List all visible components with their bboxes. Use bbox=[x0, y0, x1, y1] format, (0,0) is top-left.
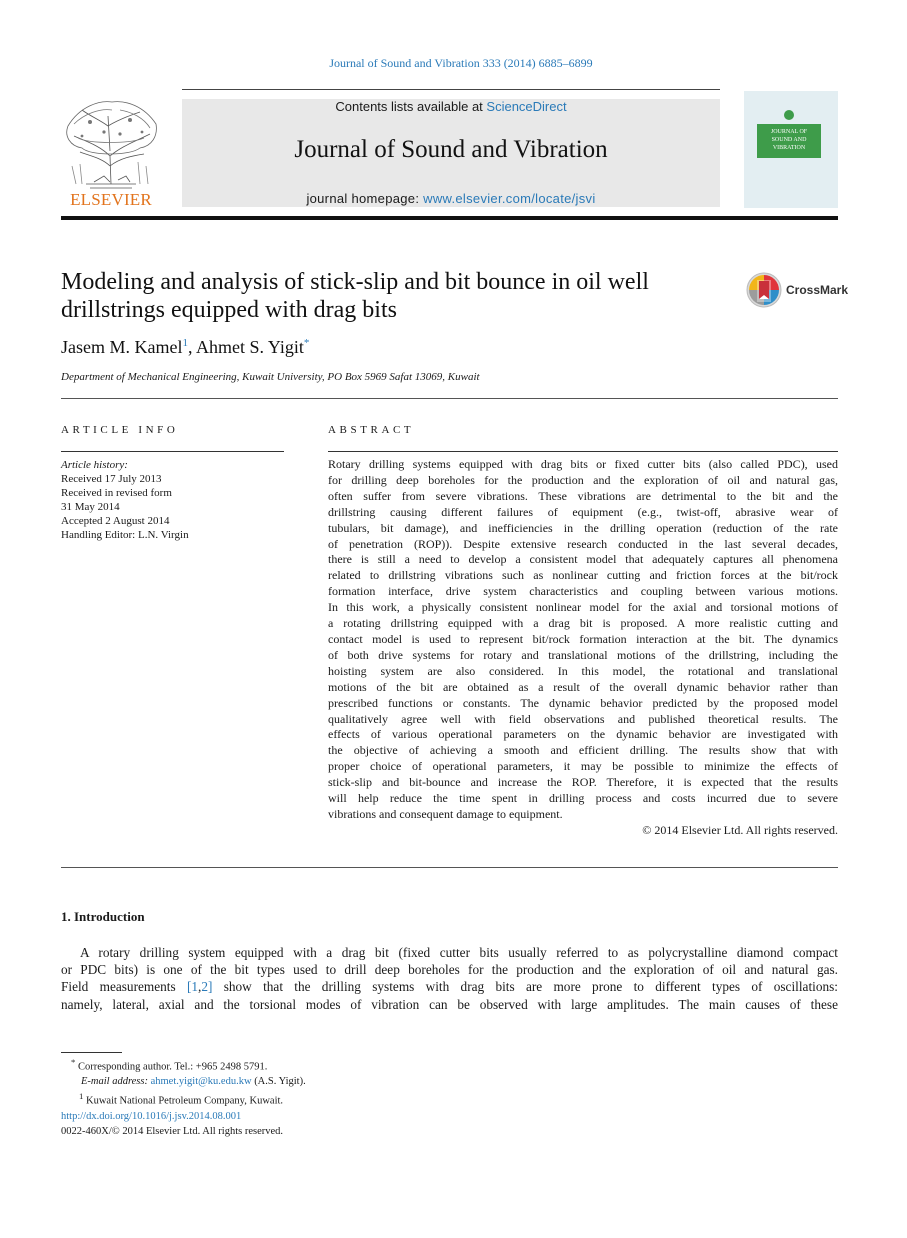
abstract-line: effects of various operational parameters on the dynamic behavior are investigated with bbox=[328, 727, 838, 742]
abstract-body bbox=[328, 457, 838, 823]
reference-link[interactable]: [1 bbox=[186, 979, 199, 995]
history-label: Article history: bbox=[61, 459, 128, 471]
article-info-rule bbox=[61, 451, 284, 452]
footnotes bbox=[61, 1055, 561, 1108]
contents-line bbox=[182, 99, 720, 114]
abstract-line: vibrations and consequent damage to equipment. bbox=[328, 806, 563, 821]
section-divider bbox=[61, 398, 838, 399]
intro-line: or PDC bits) is one of the bit types used to drill deep boreholes for the production and the exploration of oil and natural gas. bbox=[61, 962, 838, 978]
affiliation: Department of Mechanical Engineering, Kuwait University, PO Box 5969 Safat 13069, Kuwait bbox=[61, 371, 480, 383]
journal-citation[interactable]: Journal of Sound and Vibration 333 (2014) 6885–6899 bbox=[329, 56, 593, 70]
article-info-heading: ARTICLE INFO bbox=[61, 424, 179, 436]
doi-link[interactable]: http://dx.doi.org/10.1016/j.jsv.2014.08.001 bbox=[61, 1111, 242, 1122]
email-label: E-mail address: bbox=[81, 1075, 151, 1087]
history-line: Received 17 July 2013 bbox=[61, 473, 162, 485]
footnote-mark: 1 bbox=[79, 1090, 84, 1101]
introduction-body bbox=[61, 944, 838, 1013]
abstract-line: tubulars, bit damage), and inefficiencies in the drilling operation (reduction of the rate bbox=[328, 520, 838, 535]
abstract-line: often suffer from severe vibrations. These vibrations are detrimental to the bit and the bbox=[328, 488, 838, 503]
intro-line: A rotary drilling system equipped with a drag bit (fixed cutter bits usually referred to as polycrystalline diamond compact bbox=[80, 945, 838, 960]
cover-title-line: VIBRATION bbox=[772, 145, 806, 151]
intro-line bbox=[61, 978, 838, 995]
footnote-text: Kuwait National Petroleum Company, Kuwait. bbox=[83, 1095, 284, 1106]
issn-line: 0022-460X/© 2014 Elsevier Ltd. All rights reserved. bbox=[61, 1126, 284, 1137]
email-footnote bbox=[61, 1075, 561, 1089]
history-line: 31 May 2014 bbox=[61, 501, 120, 513]
reference-link[interactable]: 2] bbox=[201, 979, 213, 995]
intro-line: namely, lateral, axial and the torsional modes of vibration can be observed with large amplitudes. The main causes of these bbox=[61, 996, 838, 1012]
history-line: Handling Editor: L.N. Virgin bbox=[61, 529, 189, 541]
abstract-line: hoisting system are also considered. In this model, the rotational and translational bbox=[328, 663, 838, 678]
homepage-line bbox=[182, 191, 720, 206]
abstract-line: drillstring causing different failures of equipment (e.g., twist-off, abrasive wear of bbox=[328, 504, 838, 519]
footnote-text: (A.S. Yigit). bbox=[251, 1075, 306, 1087]
cover-emblem bbox=[784, 110, 794, 120]
cover-title-line: JOURNAL OF bbox=[770, 129, 808, 135]
abstract-line: of both drive systems for rotary and translational motions of the drillstring, including the bbox=[328, 647, 838, 662]
abstract-line: a rotating drillstring equipped with a drag bit is proposed. A more realistic cutting and bbox=[328, 616, 838, 631]
cover-title-line: SOUND AND bbox=[771, 137, 807, 143]
journal-name: Journal of Sound and Vibration bbox=[294, 136, 608, 163]
abstract-line: will help reduce the time spent in drilling process and costs incurred due to severe bbox=[328, 791, 838, 806]
footnote-mark: * bbox=[71, 1057, 76, 1067]
masthead-thick-rule bbox=[61, 216, 838, 220]
abstract-line: there is still a need to develop a consistent model that adequately captures all phenomena bbox=[328, 552, 838, 567]
intro-text: , bbox=[198, 979, 202, 995]
author-footnote-mark[interactable]: 1 bbox=[182, 337, 188, 349]
abstract-line: the objective of achieving a smooth and efficient drilling. The results show that with bbox=[328, 743, 838, 758]
cover-title bbox=[757, 128, 821, 152]
article-title: Modeling and analysis of stick-slip and bit bounce in oil well drillstrings equipped with drag bits bbox=[61, 269, 649, 323]
author-separator: , bbox=[187, 337, 196, 357]
email-link[interactable]: ahmet.yigit@ku.edu.kw bbox=[150, 1075, 252, 1087]
history-line: Accepted 2 August 2014 bbox=[61, 515, 170, 527]
article-history bbox=[61, 458, 286, 542]
header-rule bbox=[182, 89, 720, 90]
author-list bbox=[61, 337, 309, 358]
author-name[interactable]: Jasem M. Kamel bbox=[61, 337, 183, 357]
abstract-line: Rotary drilling systems equipped with drag bits or fixed cutter bits (also called PDC), used bbox=[328, 457, 838, 471]
history-line: Received in revised form bbox=[61, 487, 172, 499]
homepage-prefix: journal homepage: bbox=[306, 191, 424, 206]
intro-text: Field measurements bbox=[61, 979, 187, 995]
footnote-rule bbox=[61, 1052, 122, 1053]
intro-text: show that the drilling systems with drag bits are more prone to different types of oscillations: bbox=[212, 979, 838, 995]
abstract-copyright: © 2014 Elsevier Ltd. All rights reserved. bbox=[642, 823, 838, 837]
crossmark-label[interactable]: CrossMark bbox=[786, 283, 849, 297]
abstract-line: qualitatively agree well with field observations and published theoretical results. The bbox=[328, 711, 838, 726]
abstract-line: In this work, a physically consistent nonlinear model for the axial and torsional motions of bbox=[328, 600, 838, 615]
abstract-line: proper choice of operational parameters, it may be possible to minimize the effects of bbox=[328, 759, 838, 774]
sciencedirect-link[interactable]: ScienceDirect bbox=[486, 99, 567, 114]
introduction-heading: 1. Introduction bbox=[61, 909, 145, 924]
section-divider bbox=[61, 867, 838, 868]
journal-homepage-link[interactable]: www.elsevier.com/locate/jsvi bbox=[423, 191, 596, 206]
author-name[interactable]: Ahmet S. Yigit bbox=[196, 337, 304, 357]
corresponding-author-mark[interactable]: * bbox=[303, 337, 310, 349]
corresponding-footnote bbox=[61, 1055, 561, 1075]
abstract-line: of penetration (ROP)). Despite extensive research conducted in the last several decades, bbox=[328, 536, 838, 551]
abstract-heading: ABSTRACT bbox=[328, 424, 415, 436]
abstract-line: contact model is used to represent bit/rock formation interaction at the bit. The dynamics bbox=[328, 631, 838, 646]
publisher-logo-text: ELSEVIER bbox=[70, 190, 152, 209]
abstract-line: for drilling deep boreholes for the production and the exploration of oil and natural gas, bbox=[328, 472, 838, 487]
abstract-line: motions of the bit are obtained as a result of the overall dynamic behavior rather than bbox=[328, 679, 838, 694]
contents-prefix: Contents lists available at bbox=[335, 99, 487, 114]
affiliation-footnote bbox=[61, 1089, 561, 1109]
abstract-rule bbox=[328, 451, 838, 452]
abstract-line: related to drillstring vibrations such as nonlinear cutting and friction forces at the bit/rock bbox=[328, 568, 838, 583]
abstract-line: formation interface, drive system characteristics and coupling between various motions. bbox=[328, 584, 838, 599]
abstract-line: stick-slip and bit-bounce and increase the ROP. Therefore, it is expected that the results bbox=[328, 775, 838, 790]
footnote-text: Corresponding author. Tel.: +965 2498 5791. bbox=[75, 1061, 268, 1073]
journal-cover[interactable] bbox=[744, 91, 838, 208]
abstract-line: prescribed functions or constants. The dynamic behavior predicted by the proposed model bbox=[328, 695, 838, 710]
